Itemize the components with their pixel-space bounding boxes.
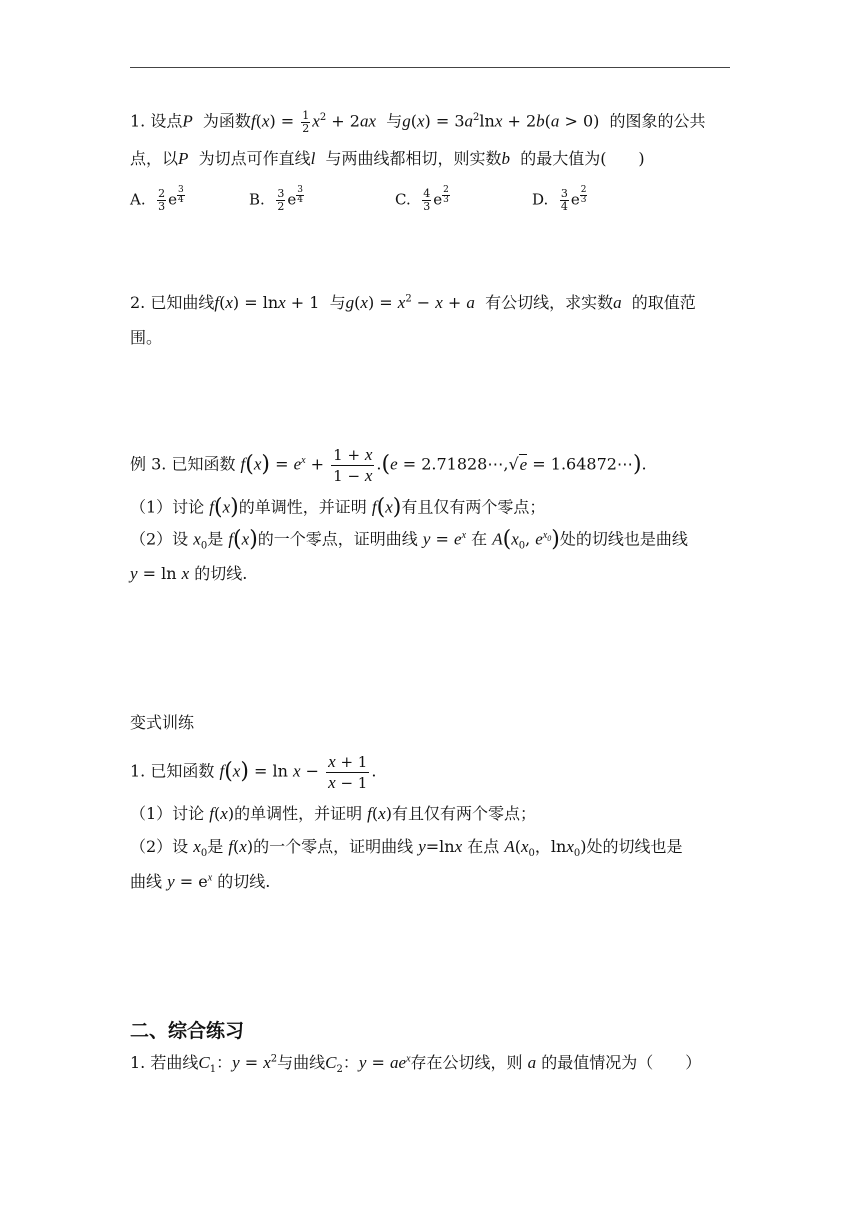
q1-text-g: 与两曲线都相切，则实数 — [325, 149, 502, 168]
q1-text-a: 1. 设点 — [130, 111, 183, 131]
variant-head: 1. 已知函数 f(x) = ln x − $\frac{x + 1}{x - 1}$ . — [130, 752, 377, 792]
ex3-part1: （1）讨论 f(x)的单调性，并证明 f(x)有且仅有两个零点； — [130, 495, 546, 520]
q2-text-d: 的取值范 — [631, 293, 696, 312]
section2-q1: 1. 若曲线$C_1$：$y = x^2$与曲线$C_2$：$y = ae^x$存在公切线，则 a 的最值情况为（ ） — [130, 1053, 702, 1076]
ex3-head: 例 3. 已知函数 $f(x) = e^x$ + $\frac{1 + x}{1 - x}$ .(e = 2.71828⋯,√e = 1.64872⋯). — [130, 445, 647, 485]
variant-part1: （1）讨论 f(x)的单调性，并证明 f(x)有且仅有两个零点； — [130, 804, 536, 823]
section-title: 二、综合练习 — [130, 1020, 245, 1042]
q2-text-e: 围。 — [130, 328, 163, 347]
q2-text-c: 有公切线，求实数 — [485, 293, 614, 312]
q1-line2: 点，以P 为切点可作直线l 与两曲线都相切，则实数b 的最大值为( ) — [130, 149, 645, 168]
variant-title: 变式训练 — [130, 713, 195, 732]
ex3-text-head: 例 3. 已知函数 — [130, 454, 236, 474]
q1-text-d: 的图象的公共 — [609, 111, 706, 131]
q1-text-e: 点，以 — [130, 149, 179, 168]
q1-option-a: A. $\frac{2}{3}$ e $^{\frac{3}{4}}$ — [130, 185, 184, 213]
q1-line1: 1. 设点P 为函数f(x) = $\frac{1}{2}$ $x^2 + 2ax$ 与$g(x) = 3a^2\ln x + 2b(a > 0)$ 的图象的公共 — [130, 109, 706, 135]
q1-text-h: 的最大值为( ) — [520, 149, 645, 168]
q1-text-b: 为函数 — [202, 111, 251, 131]
q1-option-c: C. $\frac{4}{3}$ e $^{\frac{2}{3}}$ — [395, 185, 449, 213]
ex3-part2: （2）设 $x_0$是 f(x)的一个零点，证明曲线 $y = e^x$ 在 $A(x_0$, $e^{x_0}$)处的切线也是曲线 — [130, 527, 688, 552]
top-rule — [130, 67, 730, 68]
q1-text-c: 与 — [386, 111, 403, 131]
variant-part2: （2）设 $x_0$是 f(x)的一个零点，证明曲线 y=lnx 在点 $A(x_0$，lnx$_0$)处的切线也是 — [130, 837, 683, 860]
q1-text-f: 为切点可作直线 — [198, 149, 311, 168]
q1-option-b: B. $\frac{3}{2}$ e $^{\frac{3}{4}}$ — [249, 185, 303, 213]
q2-line1: 2. 已知曲线f(x) = lnx + 1 与$g(x) = x^2 - x + a$ 有公切线，求实数a 的取值范 — [130, 293, 696, 312]
q2-text-b: 与 — [329, 293, 346, 312]
q1-option-d: D. $\frac{3}{4}$ e $^{\frac{2}{3}}$ — [532, 185, 587, 213]
q2-text-a: 2. 已知曲线 — [130, 293, 215, 312]
ex3-part3: y = ln x 的切线. — [130, 564, 248, 583]
q2-line2 — [130, 330, 162, 346]
variant-part3: 曲线 $y = e^x$ 的切线. — [130, 872, 271, 891]
